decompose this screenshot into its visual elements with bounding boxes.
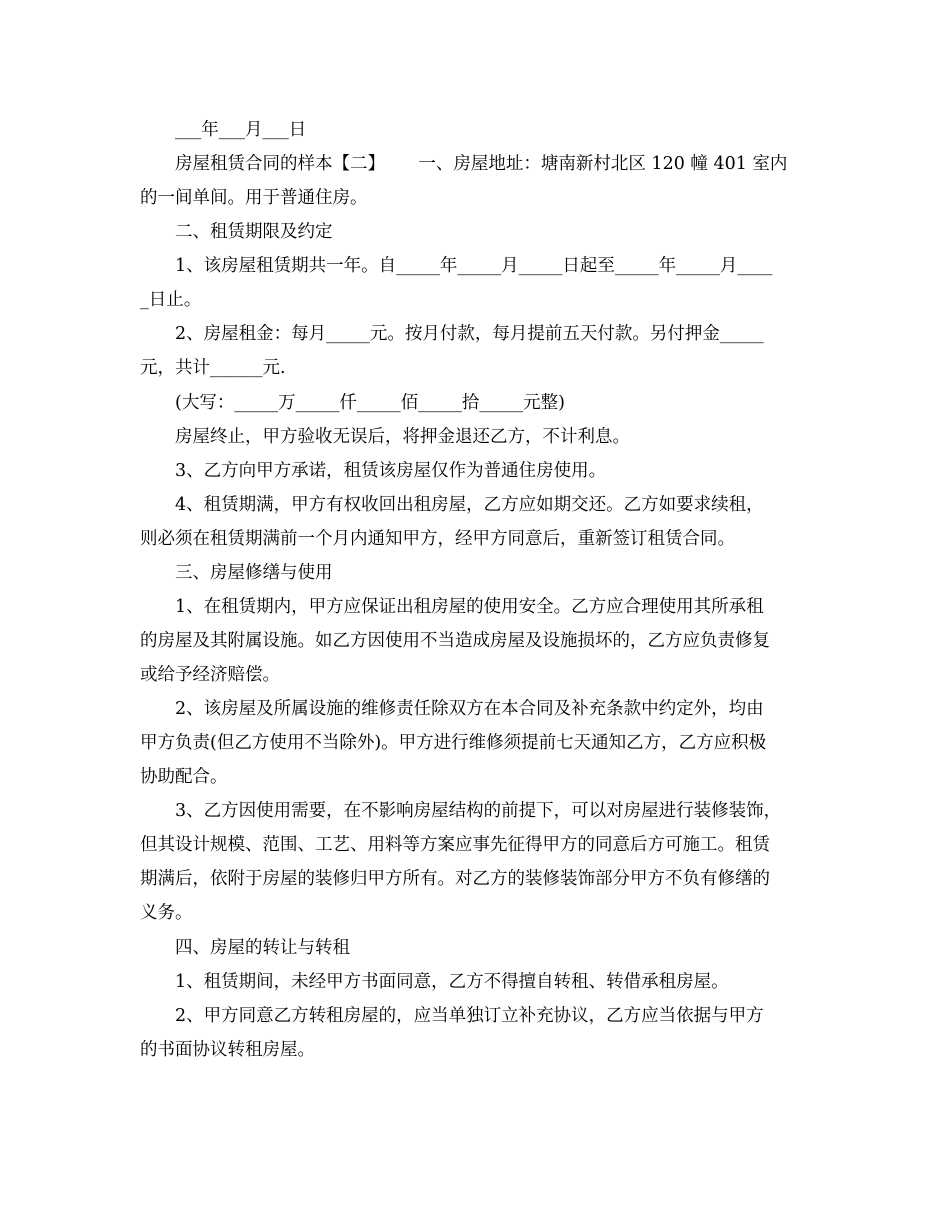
paragraph-line: 则必须在租赁期满前一个月内通知甲方，经甲方同意后，重新签订租赁合同。 [140, 529, 735, 549]
paragraph-line: 元，共计______元. [140, 358, 286, 378]
section-heading: 四、房屋的转让与转租 [175, 938, 350, 958]
paragraph-line: 2、房屋租金：每月_____元。按月付款，每月提前五天付款。另付押金_____ [175, 324, 764, 344]
paragraph-line: 义务。 [140, 903, 193, 923]
paragraph-line: 但其设计规模、范围、工艺、用料等方案应事先征得甲方的同意后方可施工。租赁 [140, 835, 770, 855]
paragraph-line: (大写：_____万_____仟_____佰_____拾_____元整) [175, 393, 565, 413]
paragraph-line: 的书面协议转租房屋。 [140, 1040, 315, 1060]
paragraph-line: 1、在租赁期内，甲方应保证出租房屋的使用安全。乙方应合理使用其所承租 [175, 597, 764, 617]
paragraph-line: 2、甲方同意乙方转租房屋的，应当单独订立补充协议，乙方应当依据与甲方 [175, 1006, 764, 1026]
paragraph-line: 甲方负责(但乙方使用不当除外)。甲方进行维修须提前七天通知乙方，乙方应积极 [140, 733, 767, 753]
paragraph-line: 3、乙方向甲方承诺，租赁该房屋仅作为普通住房使用。 [175, 461, 607, 481]
paragraph-line: 1、该房屋租赁期共一年。自_____年_____月_____日起至_____年_____月____ [175, 256, 773, 276]
paragraph-line: 房屋租赁合同的样本【二】 一、房屋地址：塘南新村北区 120 幢 401 室内 [175, 154, 788, 174]
paragraph-line: 的房屋及其附属设施。如乙方因使用不当造成房屋及设施损坏的，乙方应负责修复 [140, 631, 770, 651]
paragraph-line: 1、租赁期间，未经甲方书面同意，乙方不得擅自转租、转借承租房屋。 [175, 972, 729, 992]
paragraph-line: 3、乙方因使用需要，在不影响房屋结构的前提下，可以对房屋进行装修装饰， [175, 801, 782, 821]
paragraph-line: _日止。 [140, 290, 202, 310]
paragraph-line: 或给予经济赔偿。 [140, 665, 280, 685]
section-heading: 二、租赁期限及约定 [175, 222, 333, 242]
paragraph-line: 4、租赁期满，甲方有权收回出租房屋，乙方应如期交还。乙方如要求续租， [175, 495, 764, 515]
paragraph-line: 2、该房屋及所属设施的维修责任除双方在本合同及补充条款中约定外，均由 [175, 699, 764, 719]
paragraph-line: 协助配合。 [140, 767, 228, 787]
paragraph-line: 房屋终止，甲方验收无误后，将押金退还乙方，不计利息。 [175, 427, 630, 447]
date-line: ___年___月___日 [175, 120, 307, 140]
paragraph-line: 的一间单间。用于普通住房。 [140, 188, 368, 208]
paragraph-line: 期满后，依附于房屋的装修归甲方所有。对乙方的装修装饰部分甲方不负有修缮的 [140, 869, 770, 889]
section-heading: 三、房屋修缮与使用 [175, 563, 333, 583]
